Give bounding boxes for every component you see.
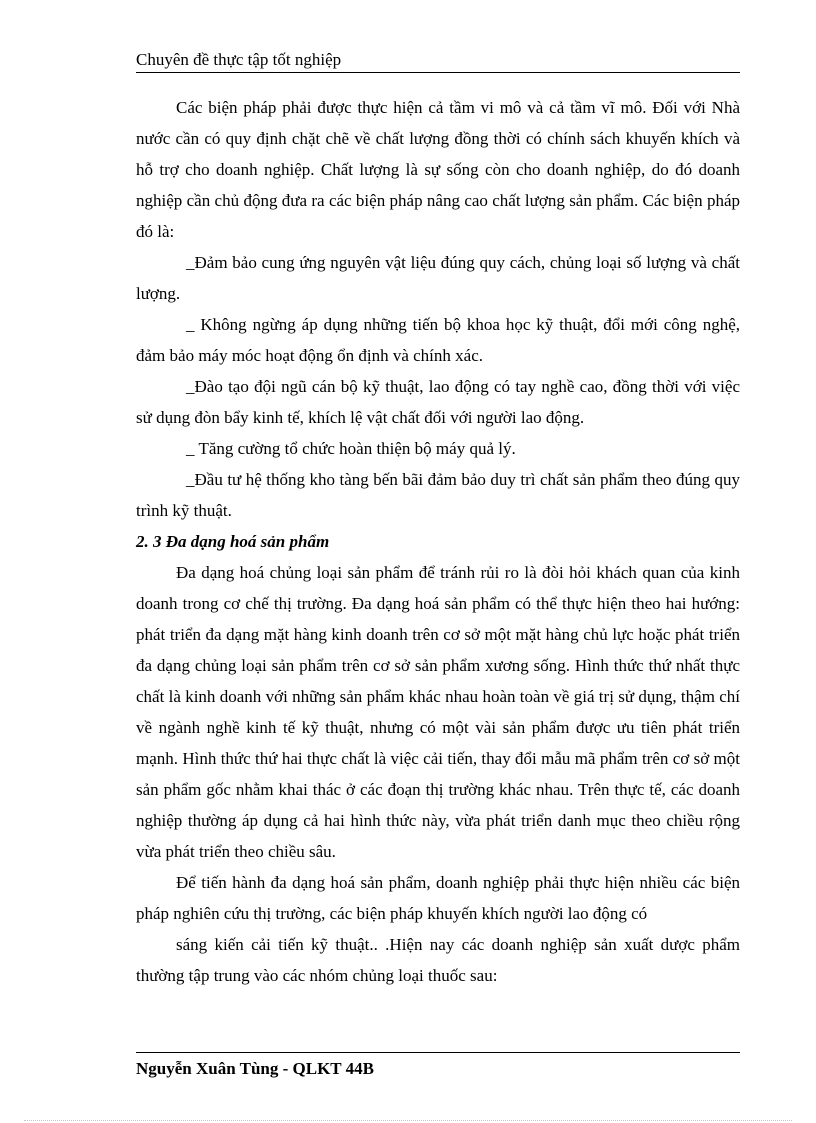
bullet-training: _Đào tạo đội ngũ cán bộ kỹ thuật, lao động có tay nghề cao, đồng thời với việc sử dụng đòn bẩy kinh tế, khích lệ vật chất đối với người lao động.	[136, 377, 740, 427]
bullet-technology: _ Không ngừng áp dụng những tiến bộ khoa học kỹ thuật, đổi mới công nghệ, đảm bảo máy móc hoạt động ổn định và chính xác.	[136, 315, 740, 365]
paragraph-pharma: sáng kiến cải tiến kỹ thuật.. .Hiện nay các doanh nghiệp sản xuất dược phẩm thường tập trung vào các nhóm chủng loại thuốc sau:	[136, 935, 740, 985]
header-title: Chuyên đề thực tập tốt nghiệp	[136, 50, 342, 69]
bullet-organization: _ Tăng cường tổ chức hoàn thiện bộ máy quả lý.	[186, 439, 516, 458]
page-header	[136, 48, 740, 73]
page-bottom-divider	[24, 1120, 792, 1121]
paragraph-diversification: Đa dạng hoá chủng loại sản phẩm để tránh rủi ro là đòi hỏi khách quan của kinh doanh trong cơ chế thị trường. Đa dạng hoá sản phẩm có thể thực hiện theo hai hướng: phát triển đa dạng mặt hàng kinh doanh trên cơ sở một mặt hàng chủ lực hoặc phát triển đa dạng chủng loại sản phẩm trên cơ sở sản phẩm xương sống. Hình thức thứ nhất thực chất là kinh doanh với những sản phẩm khác nhau hoàn toàn về giá trị sử dụng, thậm chí về ngành nghề kinh tế kỹ thuật, nhưng có một vài sản phẩm được ưu tiên phát triển mạnh. Hình thức thứ hai thực chất là việc cải tiến, thay đổi mẫu mã phẩm trên cơ sở một sản phẩm gốc nhằm khai thác ở các đoạn thị trường khác nhau. Trên thực tế, các doanh nghiệp thường áp dụng cả hai hình thức này, vừa phát triển danh mục theo chiều rộng vừa phát triển theo chiều sâu.	[136, 563, 740, 861]
bullet-materials: _Đảm bảo cung ứng nguyên vật liệu đúng quy cách, chủng loại số lượng và chất lượng.	[136, 253, 740, 303]
paragraph-intro: Các biện pháp phải được thực hiện cả tầm vi mô và cả tầm vĩ mô. Đối với Nhà nước cần có quy định chặt chẽ về chất lượng đồng thời có chính sách khuyến khích và hỗ trợ cho doanh nghiệp. Chất lượng là sự sống còn cho doanh nghiệp, do đó doanh nghiệp cần chủ động đưa ra các biện pháp nâng cao chất lượng sản phẩm. Các biện pháp đó là:	[136, 98, 740, 241]
paragraph-measures: Để tiến hành đa dạng hoá sản phẩm, doanh nghiệp phải thực hiện nhiều các biện pháp nghiên cứu thị trường, các biện pháp khuyến khích người lao động có	[136, 873, 740, 923]
page-footer	[136, 1052, 740, 1081]
section-heading: 2. 3 Đa dạng hoá sản phẩm	[136, 532, 330, 551]
footer-author: Nguyễn Xuân Tùng - QLKT 44B	[136, 1059, 374, 1078]
bullet-warehouse: _Đầu tư hệ thống kho tàng bến bãi đảm bảo duy trì chất sản phẩm theo đúng quy trình kỹ thuật.	[136, 470, 740, 520]
document-body	[136, 92, 740, 991]
